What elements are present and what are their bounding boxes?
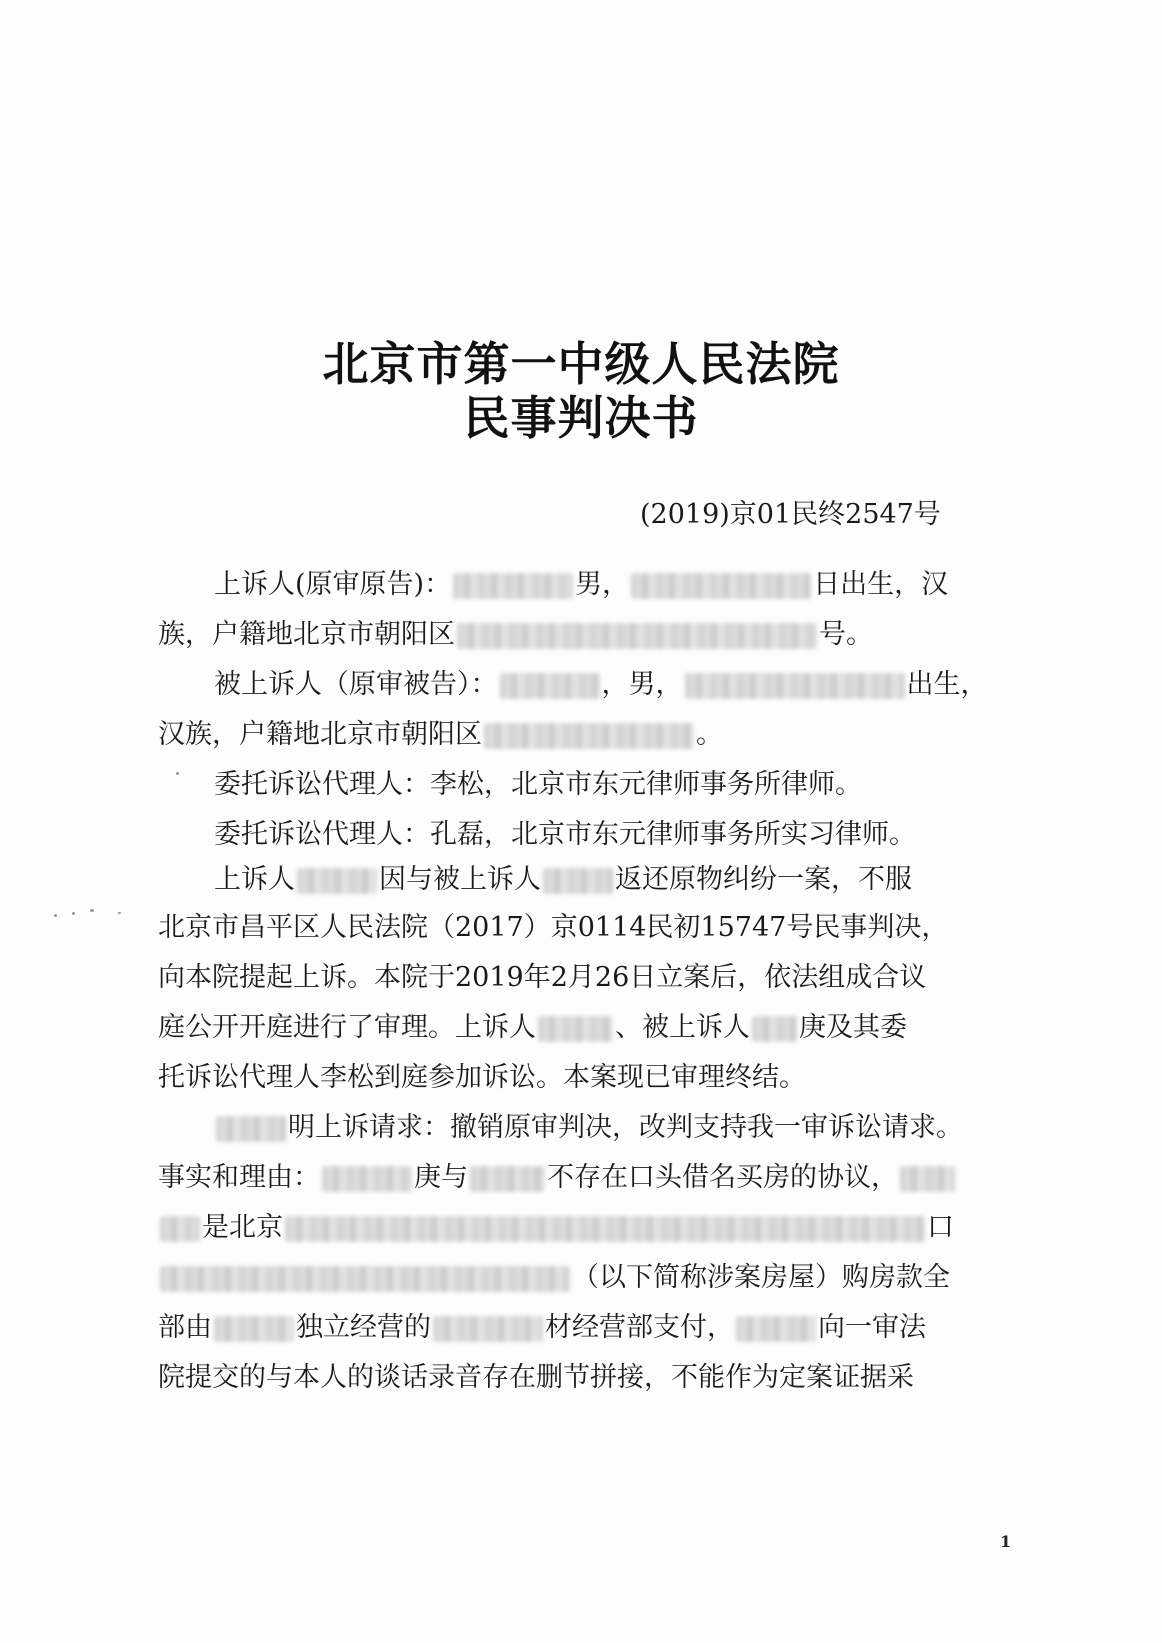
redacted-name	[500, 673, 600, 699]
redacted-name	[216, 1116, 286, 1142]
text-line	[158, 1010, 907, 1046]
text-segment: 庚与	[414, 1162, 468, 1193]
text-segment: ，男，	[601, 669, 683, 700]
text-segment: 口	[927, 1212, 954, 1243]
text-line	[158, 1360, 914, 1396]
redacted-name	[297, 868, 377, 894]
redacted-name	[470, 1166, 545, 1192]
text-segment: 汉族，户籍地北京市朝阳区	[158, 719, 482, 750]
redacted-text	[433, 1316, 543, 1342]
text-segment: 事实和理由：	[158, 1162, 320, 1193]
text-segment: 材经营部支付，	[545, 1312, 734, 1343]
text-segment: 托诉讼代理人李松到庭参加诉讼。本案现已审理终结。	[158, 1062, 806, 1093]
redacted-address	[484, 723, 694, 749]
text-segment: 不存在口头借名买房的协议，	[547, 1162, 898, 1193]
text-segment: 男	[575, 569, 603, 600]
text-segment: 庚及其委	[799, 1012, 907, 1043]
text-segment: 北京市昌平区人民法院（2017）京0114民初15747号民事判决，	[158, 912, 949, 943]
text-line-appellee	[214, 667, 988, 703]
redacted-name	[160, 1216, 200, 1242]
redacted-name	[453, 573, 573, 599]
redacted-name	[214, 1316, 294, 1342]
text-segment: 院提交的与本人的谈话录音存在删节拼接，不能作为定案证据采	[158, 1362, 914, 1393]
redacted-name	[900, 1166, 955, 1192]
scan-speck	[176, 772, 179, 775]
text-segment: 上诉人	[214, 864, 295, 895]
text-segment: 向一审法	[818, 1312, 926, 1343]
redacted-address	[457, 623, 817, 649]
text-line	[158, 910, 948, 946]
page-number: 1	[1000, 1532, 1012, 1551]
text-line-appeal-request	[214, 1110, 963, 1146]
text-segment: 向本院提起上诉。本院于2019年2月26日立案后，依法组成合议	[158, 962, 927, 993]
text-segment: （以下简称涉案房屋）购房款全	[572, 1262, 950, 1293]
redacted-name	[543, 868, 613, 894]
text-line	[158, 1260, 950, 1296]
redacted-date	[631, 573, 811, 599]
court-name-title: 北京市第一中级人民法院	[322, 337, 840, 391]
text-segment: 。	[696, 719, 723, 750]
text-line-agent-2	[214, 817, 916, 853]
text-line	[158, 1210, 954, 1246]
redacted-date	[685, 673, 905, 699]
text-line	[158, 1060, 806, 1096]
text-segment: 是北京	[202, 1212, 283, 1243]
text-segment: 上诉人(原审原告)	[214, 569, 425, 600]
scan-speck	[90, 909, 94, 912]
text-segment: 被上诉人（原审被告）：	[214, 669, 498, 700]
text-segment: 号。	[819, 619, 873, 650]
text-segment: 委托诉讼代理人：孔磊，北京市东元律师事务所实习律师。	[214, 819, 916, 850]
text-segment: 明上诉请求：撤销原审判决，改判支持我一审诉讼请求。	[288, 1112, 963, 1143]
redacted-text	[285, 1216, 925, 1242]
text-segment: 日出生，汉	[813, 569, 949, 600]
scan-speck	[54, 914, 57, 917]
text-segment: 庭公开开庭进行了审理。上诉人	[158, 1012, 536, 1043]
redacted-name	[322, 1166, 412, 1192]
text-segment: 出生，	[906, 669, 988, 700]
case-number: (2019)京01民终2547号	[640, 499, 941, 530]
document-type-title: 民事判决书	[463, 391, 699, 445]
text-line-appellant: 上诉人(原审原告)： 男， 日出生，汉	[214, 569, 949, 600]
text-line-appellant-address	[158, 617, 873, 653]
text-segment: 委托诉讼代理人：李松，北京市东元律师事务所律师。	[214, 769, 862, 800]
text-line	[158, 960, 926, 996]
text-line-agent-1	[214, 767, 862, 803]
text-line-case-intro	[214, 862, 912, 898]
text-segment: 独立经营的	[296, 1312, 431, 1343]
text-segment: 因与被上诉人	[379, 864, 541, 895]
scan-speck	[72, 912, 75, 915]
redacted-text	[160, 1266, 570, 1292]
scan-speck	[118, 912, 121, 914]
text-segment: 部由	[158, 1312, 212, 1343]
text-segment: 族，户籍地北京市朝阳区	[158, 619, 455, 650]
text-line-facts	[158, 1160, 957, 1196]
redacted-name	[752, 1016, 797, 1042]
redacted-name	[736, 1316, 816, 1342]
redacted-name	[538, 1016, 613, 1042]
text-segment: 、被上诉人	[615, 1012, 750, 1043]
text-segment: 返还原物纠纷一案，不服	[615, 864, 912, 895]
text-line-appellee-address	[158, 717, 723, 753]
text-line	[158, 1310, 926, 1346]
